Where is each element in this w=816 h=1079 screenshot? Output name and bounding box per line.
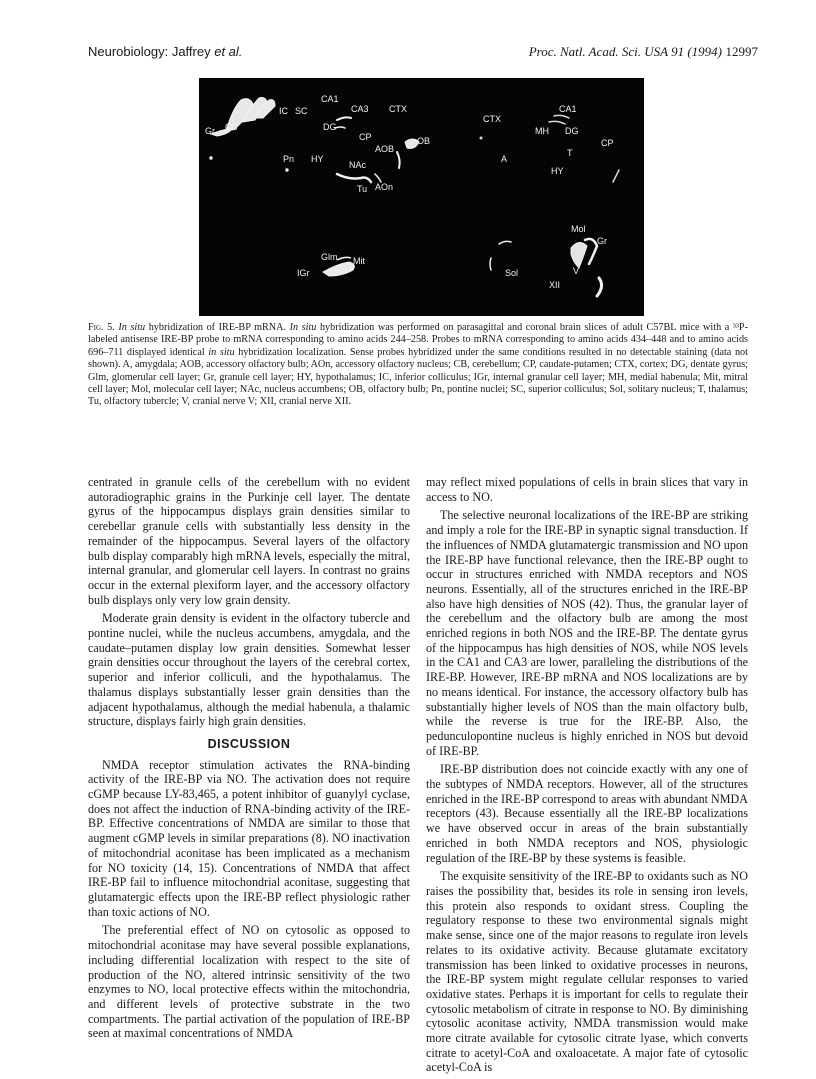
label-ca1-right: CA1 bbox=[559, 104, 577, 114]
label-ca1-left: CA1 bbox=[321, 94, 339, 104]
sagittal-dot bbox=[210, 157, 212, 159]
label-sc: SC bbox=[295, 106, 308, 116]
label-dg-left: DG bbox=[323, 122, 337, 132]
section-heading-discussion: DISCUSSION bbox=[207, 736, 291, 751]
caption-text-2-em: in situ bbox=[208, 346, 235, 358]
mol-signal bbox=[585, 239, 597, 264]
label-hy-right: HY bbox=[551, 166, 564, 176]
right-paragraph-1: may reflect mixed populations of cells in brain slices that vary in access to NO. bbox=[426, 475, 748, 504]
label-hy-left: HY bbox=[311, 154, 324, 164]
right-column bbox=[426, 475, 748, 1079]
brain-section-image bbox=[199, 78, 644, 316]
caption-title-rest: hybridization of IRE-BP mRNA. bbox=[145, 322, 290, 333]
brainstem-edge-signal bbox=[490, 258, 491, 270]
label-a: A bbox=[501, 154, 508, 164]
ca1-right-signal bbox=[554, 115, 569, 118]
caption-label: Fig. 5. bbox=[88, 322, 115, 333]
label-glm: Glm bbox=[321, 252, 338, 262]
ctx-right-dot bbox=[480, 137, 482, 139]
header-journal: Proc. Natl. Acad. Sci. USA 91 (1994) bbox=[528, 44, 722, 59]
label-mh: MH bbox=[535, 126, 549, 136]
label-nac: NAc bbox=[349, 160, 367, 170]
aob-signal bbox=[397, 152, 400, 168]
label-pn: Pn bbox=[283, 154, 295, 164]
label-sol: Sol bbox=[505, 268, 519, 278]
label-gr-right: Gr bbox=[597, 236, 607, 246]
glm-signal bbox=[337, 257, 351, 260]
label-xii: XII bbox=[549, 280, 561, 290]
ca1-left-signal bbox=[337, 117, 351, 120]
label-ob: OB bbox=[417, 136, 431, 146]
label-cp-left: CP bbox=[359, 132, 372, 142]
figure-5-autoradiograph bbox=[199, 78, 644, 316]
xii-signal bbox=[597, 278, 602, 296]
right-paragraph-3: IRE-BP distribution does not coincide exactly with any one of the subtypes of NMDA receptors. However, all of the structures enriched in the IRE-BP correspond to areas with abundant NMDA receptors (43). Because essentially all the IRE-BP localizations we have observed occur in areas of the brain substantially enriched in both NMDA receptors and NOS, physiologic regulation of the IRE-BP by these systems is feasible. bbox=[426, 762, 748, 865]
page-number: 12997 bbox=[725, 44, 758, 59]
label-aon: AOn bbox=[375, 182, 394, 192]
label-gr-left: Gr bbox=[205, 126, 215, 136]
label-ca3: CA3 bbox=[351, 104, 369, 114]
left-column bbox=[88, 475, 410, 1045]
label-aob: AOB bbox=[375, 144, 395, 154]
caption-text-1: hybridization was performed on parasagittal and coronal brain slices of adult C57BL mice with a ³³P-labeled antisense IRE-BP probe to mRNA corresponding to amino acids 244–258. Probes to mRNA corresponding to amino acids 434–448 and to amino acids 696–711 displayed identical bbox=[88, 322, 748, 358]
mh-signal bbox=[549, 121, 565, 124]
label-t: T bbox=[567, 148, 573, 158]
gr-right-signal bbox=[571, 242, 587, 268]
tu-signal bbox=[337, 174, 371, 182]
label-v: V bbox=[573, 266, 580, 276]
right-paragraph-4: The exquisite sensitivity of the IRE-BP to oxidants such as NO raises the possibility that, besides its role in sensing iron levels, this protein also responds to oxidant stress. Coupling the regulatory response to these two environmental signals might make sense, since one of the major reasons to regulate iron levels relates to its oxidative activity. Because glutamate excitatory transmission has been linked to oxidative processes in neurons, the IRE-BP system might regulate cellular responses to varied oxidative states. Perhaps it is important for cells to regulate their cytosolic metabolism of citrate in response to NO. By diminishing cytosolic aconitase activity, NMDA transmission would make more citrate available for cytosolic citrate lyase, which converts citrate to acetyl-CoA and oxaloacetate. A major fate of cytosolic acetyl-CoA is bbox=[426, 869, 748, 1075]
aon-signal bbox=[375, 174, 381, 182]
header-authors bbox=[88, 44, 242, 59]
cortex-edge-signal bbox=[613, 170, 619, 182]
figure-caption bbox=[88, 322, 748, 409]
pn-dot bbox=[286, 169, 288, 171]
dg-left-signal bbox=[335, 127, 345, 128]
header-section-authors: Neurobiology: Jaffrey bbox=[88, 44, 215, 59]
label-mit: Mit bbox=[353, 256, 365, 266]
caption-text-2: hybridization localization. Sense probes hybridized under the same conditions resulted in no detectable staining (data not shown). A, amygdala; AOB, accessory olfactory bulb; AOn, accessory olfactory nucleus; CB, cerebellum; CP, caudate-putamen; CTX, cortex; DG, dentate gyrus; Glm, glomerular cell layer; Gr, granule cell layer; HY, hypothalamus; IC, inferior colliculus; IGr, internal granular cell layer; MH, medial habenula; Mit, mitral cell layer; Mol, molecular cell layer; NAc, nucleus accumbens; OB, olfactory bulb; Pn, pontine nuclei; SC, superior colliculus; Sol, solitary nucleus; T, thalamus; Tu, olfactory tubercle; V, cranial nerve V; XII, cranial nerve XII. bbox=[88, 346, 748, 408]
label-mol: Mol bbox=[571, 224, 586, 234]
label-ctx-right: CTX bbox=[483, 114, 501, 124]
label-ic: IC bbox=[279, 106, 288, 116]
caption-text-1-em: In situ bbox=[289, 322, 317, 333]
right-paragraph-2: The selective neuronal localizations of the IRE-BP are striking and imply a role for the IRE-BP in synaptic signal transduction. If the influences of NMDA glutamatergic transmission and NO upon the IRE-BP have functional relevance, then the IRE-BP ought to occur in structures enriched with NMDA receptors and NOS neurons. Essentially, all of the structures enriched in the IRE-BP also have high densities of NOS (42). Thus, the granular layer of the cerebellum and the olfactory bulb are among the most enriched regions in both NOS and the IRE-BP. The dentate gyrus of the hippocampus has high densities of NOS, while NOS levels in the CA1 and CA3 are lower, paralleling the distributions of the IRE-BP. However, IRE-BP mRNA and NOS localizations are by no means identical. For instance, the accessory olfactory bulb has substantially higher levels of NOS than the main olfactory bulb, while the reverse is true for the IRE-BP. Also, the pedunculopontine nucleus is highly enriched in NOS but devoid of IRE-BP. bbox=[426, 508, 748, 758]
label-cb: CB bbox=[225, 122, 238, 132]
left-paragraph-4: The preferential effect of NO on cytosolic as opposed to mitochondrial aconitase may have several possible explanations, including differential localization with respect to the site of production of the NO, altered intrinsic sensitivity of the two enzymes to NO, local protective effects within the mitochondria, and different levels of protective substrate in the two compartments. The partial activation of the population of IRE-BP seen at maximal concentrations of NMDA bbox=[88, 923, 410, 1041]
caption-title-em: In situ bbox=[118, 322, 146, 333]
label-tu: Tu bbox=[357, 184, 368, 194]
sol-signal bbox=[499, 241, 511, 244]
label-ctx-left: CTX bbox=[389, 104, 407, 114]
left-paragraph-3: NMDA receptor stimulation activates the RNA-binding activity of the IRE-BP via NO. The activation does not require cGMP because LY-83,465, a potent inhibitor of guanylyl cyclase, does not affect the induction of RNA-binding activity of the IRE-BP. Effective concentrations of NMDA are similar to those that augment cGMP levels in similar preparations (8). NO inactivation of mitochondrial aconitase has been implicated as a mechanism for NO toxicity (14, 15). Concentrations of NMDA that affect IRE-BP fail to influence mitochondrial aconitase, suggesting that glutamatergic effects upon the IRE-BP reflect physiologic rather than toxic actions of NO. bbox=[88, 757, 410, 919]
running-header bbox=[88, 44, 758, 62]
label-dg-right: DG bbox=[565, 126, 579, 136]
olfactory-bulb-signal bbox=[323, 262, 354, 276]
label-cp-right: CP bbox=[601, 138, 614, 148]
left-paragraph-2: Moderate grain density is evident in the olfactory tubercle and pontine nuclei, while the nucleus accumbens, amygdala, and the caudate–putamen display low grain densities. Somewhat lesser grain densities occur throughout the layers of the cerebral cortex, superior and inferior colliculi, and the hypothalamus. The thalamus displays substantially lesser grain densities than the adjacent hypothalamus, although the medial habenula, a thalamic structure, displays fairly high grain densities. bbox=[88, 611, 410, 729]
label-igr: IGr bbox=[297, 268, 310, 278]
header-etal: et al. bbox=[214, 44, 243, 59]
left-paragraph-1: centrated in granule cells of the cerebellum with no evident autoradiographic grains in the Purkinje cell layer. The dentate gyrus of the hippocampus displays grain densities similar to cerebellar granule cells with substantially less density in the remainder of the hippocampus. Several layers of the olfactory bulb display comparably high mRNA levels, especially the mitral, internal granular, and glomerular cell layers. In contrast no grains occur in the external plexiform layer, and the accessory olfactory bulb displays only very low grain density. bbox=[88, 475, 410, 607]
